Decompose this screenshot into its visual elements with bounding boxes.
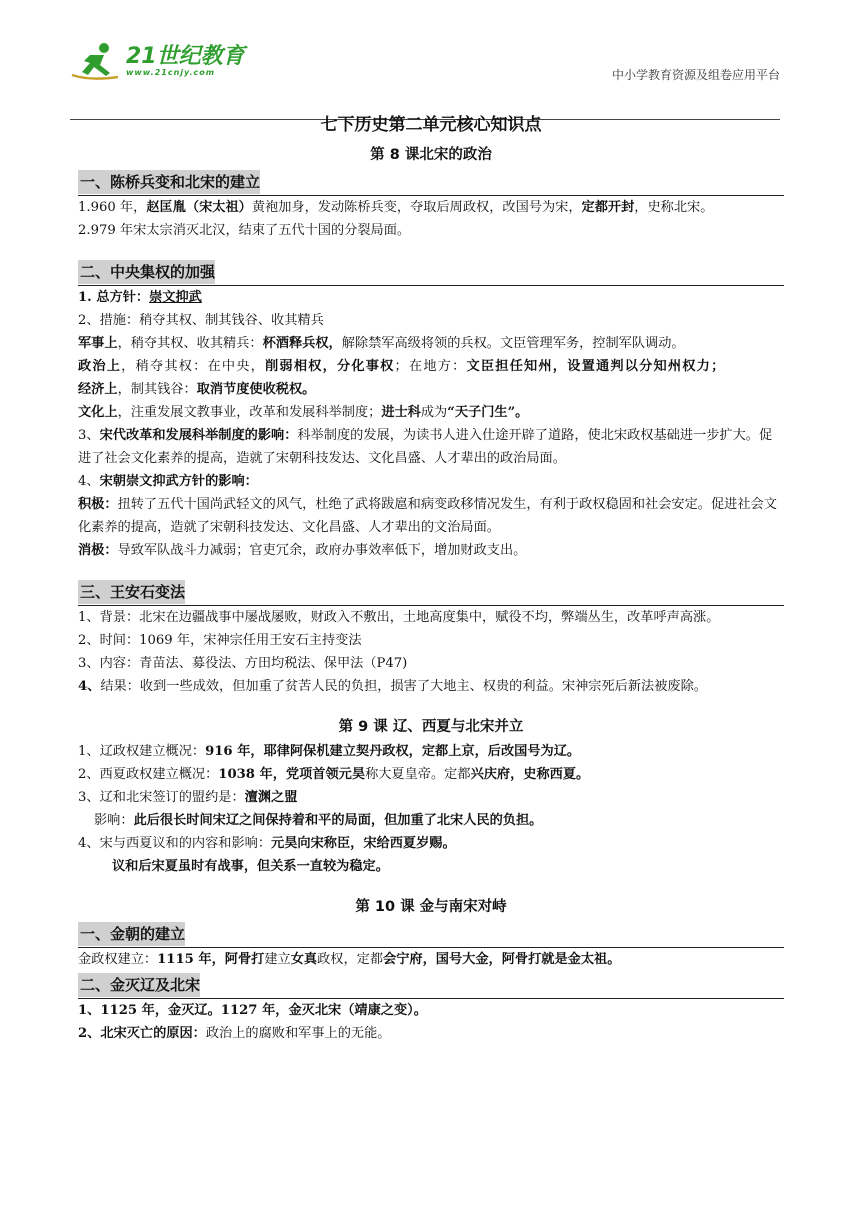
paragraph: 议和后宋夏虽时有战事，但关系一直较为稳定。	[112, 859, 389, 874]
paragraph: 2、措施：稍夺其权、制其钱谷、收其精兵	[78, 313, 324, 328]
paragraph: 政治上，稍夺其权：在中央，削弱相权，分化事权；在地方：文臣担任知州，设置通判以分知州权力；	[78, 359, 726, 374]
runner-logo-icon	[70, 41, 122, 81]
lesson-9-heading: 第 9 课 辽、西夏与北宋并立	[338, 719, 524, 735]
section-heading-wrap	[78, 170, 784, 196]
logo-url: www.21cnjy.com	[126, 67, 216, 77]
platform-name: 中小学教育资源及组卷应用平台	[611, 68, 780, 82]
paragraph: 4、结果：收到一些成效，但加重了贫苦人民的负担，损害了大地主、权贵的利益。宋神宗死后新法被废除。	[78, 679, 707, 694]
paragraph: 1.960 年，赵匡胤（宋太祖）黄袍加身，发动陈桥兵变，夺取后周政权，改国号为宋，定都开封，史称北宋。	[78, 200, 714, 215]
paragraph: 1、1125 年，金灭辽。1127 年，金灭北宋（靖康之变）。	[78, 1003, 427, 1018]
lesson-8-heading: 第 8 课北宋的政治	[370, 147, 492, 163]
paragraph: 1、辽政权建立概况：916 年，耶律阿保机建立契丹政权，定都上京，后改国号为辽。	[78, 744, 581, 759]
section-heading-wrap	[78, 973, 784, 999]
paragraph: 2、时间：1069 年，宋神宗任用王安石主持变法	[78, 633, 362, 648]
paragraph: 金政权建立：1115 年，阿骨打建立女真政权，定都会宁府，国号大金，阿骨打就是金太祖。	[78, 952, 621, 967]
page-header	[70, 40, 780, 82]
paragraph: 3、辽和北宋签订的盟约是：澶渊之盟	[78, 790, 298, 805]
paragraph: 2、西夏政权建立概况：1038 年，党项首领元昊称大夏皇帝。定都兴庆府，史称西夏。	[78, 767, 590, 782]
paragraph: 4、宋与西夏议和的内容和影响：元昊向宋称臣，宋给西夏岁赐。	[78, 836, 456, 851]
section-heading: 一、陈桥兵变和北宋的建立	[78, 170, 260, 194]
section-heading: 二、金灭辽及北宋	[78, 973, 200, 997]
paragraph: 影响：此后很长时间宋辽之间保持着和平的局面，但加重了北宋人民的负担。	[94, 813, 543, 828]
section-heading: 三、王安石变法	[78, 580, 185, 604]
logo	[70, 40, 245, 82]
lesson-10-heading: 第 10 课 金与南宋对峙	[355, 899, 507, 915]
section-heading: 一、金朝的建立	[78, 922, 185, 946]
paragraph: 3、宋代改革和发展科举制度的影响：科举制度的发展，为读书人进入仕途开辟了道路，使北宋政权基础进一步扩大。促进了社会文化素养的提高，造就了宋朝科技发达、文化昌盛、人才辈出的政治局面。	[78, 428, 773, 466]
paragraph: 2、北宋灭亡的原因：政治上的腐败和军事上的无能。	[78, 1026, 391, 1041]
section-heading: 二、中央集权的加强	[78, 260, 215, 284]
paragraph: 积极：扭转了五代十国尚武轻文的风气，杜绝了武将跋扈和病变政移情况发生，有利于政权稳固和社会安定。促进社会文化素养的提高，造就了宋朝科技发达、文化昌盛、人才辈出的文治局面。	[78, 497, 777, 535]
paragraph: 1. 总方针：崇文抑武	[78, 290, 202, 305]
logo-text: 21世纪教育 www.21cnjy.com	[126, 43, 245, 77]
paragraph: 2.979 年宋太宗消灭北汉，结束了五代十国的分裂局面。	[78, 223, 411, 238]
paragraph: 军事上，稍夺其权、收其精兵：杯酒释兵权，解除禁军高级将领的兵权。文臣管理军务，控制军队调动。	[78, 336, 685, 351]
paragraph: 4、宋朝崇文抑武方针的影响：	[78, 474, 258, 489]
paragraph: 3、内容：青苗法、募役法、方田均税法、保甲法（P47)	[78, 656, 408, 671]
paragraph: 消极：导致军队战斗力减弱；官吏冗余，政府办事效率低下，增加财政支出。	[78, 543, 527, 558]
document-body	[78, 112, 784, 1045]
paragraph: 文化上，注重发展文教事业，改革和发展科举制度；进士科成为“天子门生”。	[78, 405, 529, 420]
section-heading-wrap	[78, 922, 784, 948]
doc-title: 七下历史第二单元核心知识点	[320, 115, 542, 135]
paragraph: 1、背景：北宋在边疆战事中屡战屡败，财政入不敷出，土地高度集中，赋役不均，弊端丛生，改革呼声高涨。	[78, 610, 720, 625]
paragraph: 经济上，制其钱谷：取消节度使收税权。	[78, 382, 316, 397]
section-heading-wrap	[78, 580, 784, 606]
section-heading-wrap	[78, 260, 784, 286]
